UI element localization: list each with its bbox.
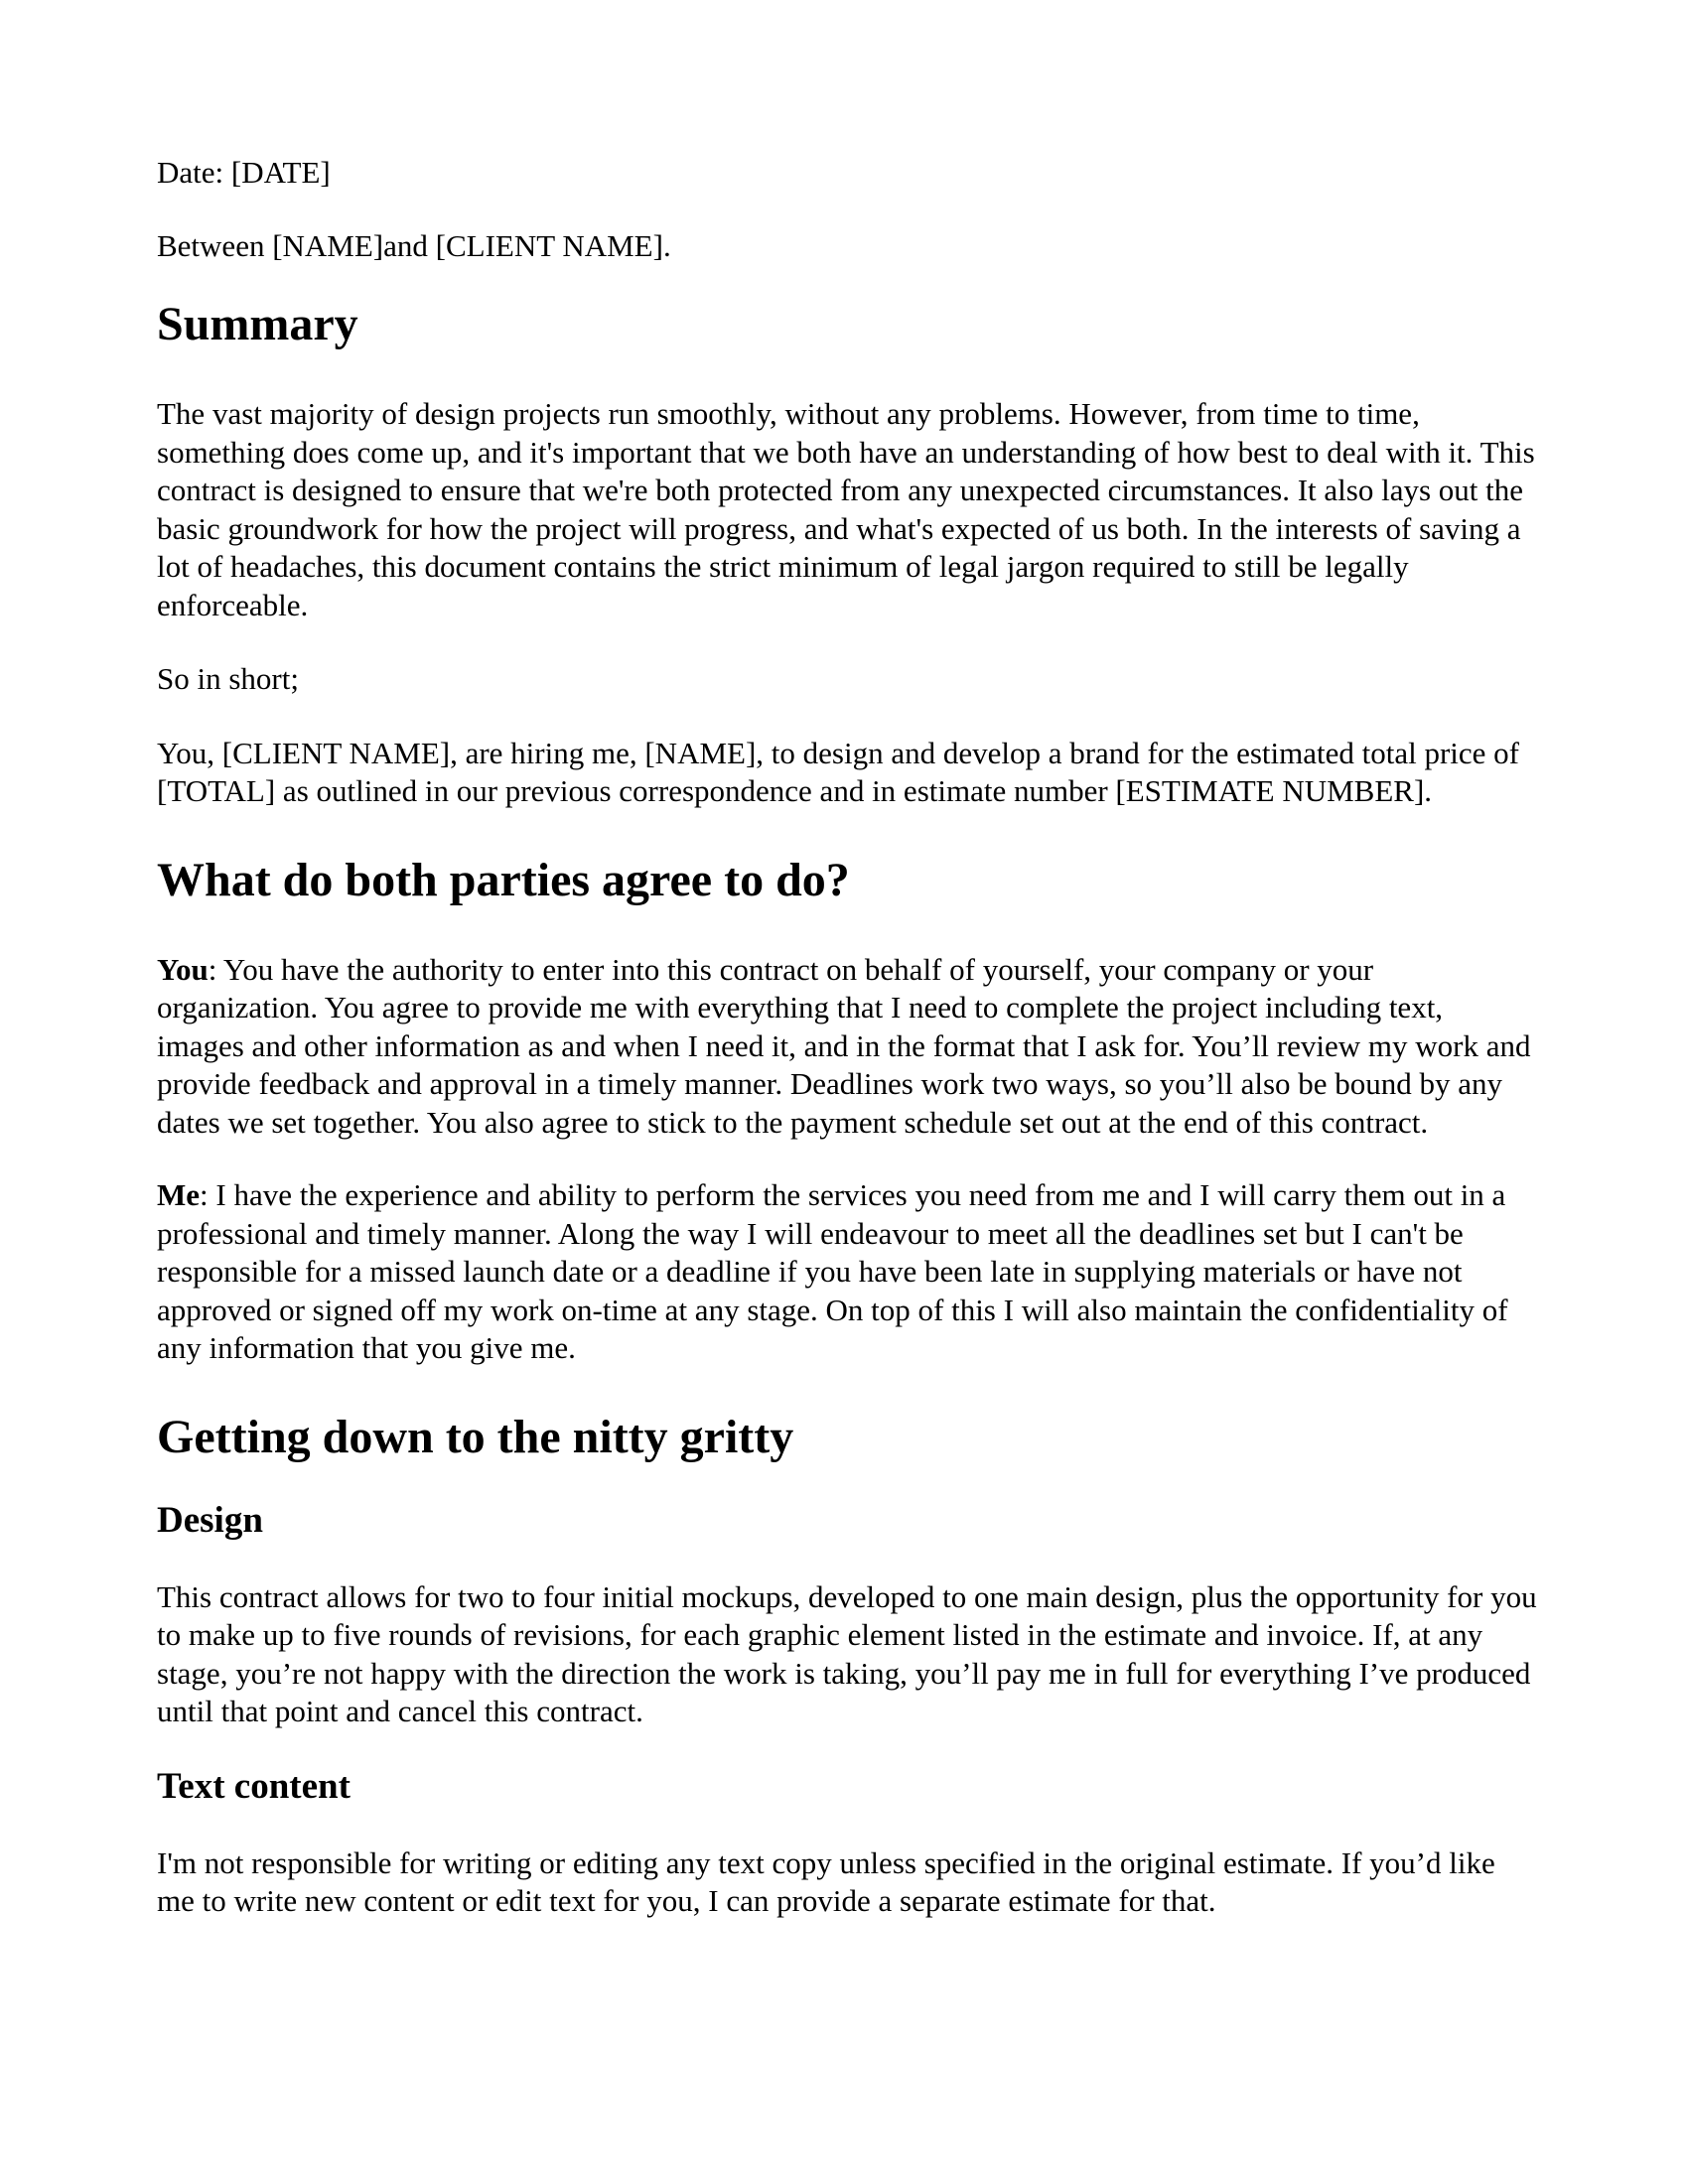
designer-label: Me bbox=[157, 1177, 201, 1212]
designer-obligations-paragraph bbox=[157, 1176, 1537, 1368]
in-short-line: So in short; bbox=[157, 661, 299, 696]
design-subheading: Design bbox=[157, 1499, 263, 1541]
design-paragraph: This contract allows for two to four initial mockups, developed to one main design, plus the opportunity for you to make up to five rounds of revisions, for each graphic element listed in the estimate and invoice. If, at any stage, you’re not happy with the direction the work is taking, you’ll pay me in full for everything I’ve produced until that point and cancel this contract. bbox=[157, 1578, 1537, 1728]
hiring-paragraph: You, [CLIENT NAME], are hiring me, [NAME], to design and develop a brand for the estimated total price of [TOTAL] as outlined in our previous correspondence and in estimate number [ESTIMATE NUMBER]. bbox=[157, 735, 1519, 808]
text-content-subheading: Text content bbox=[157, 1765, 351, 1807]
summary-heading: Summary bbox=[157, 298, 358, 350]
client-label: You bbox=[157, 951, 209, 987]
text-content-paragraph: I'm not responsible for writing or editing any text copy unless specified in the original estimate. If you’d like me to write new content or edit text for you, I can provide a separate estimate for that. bbox=[157, 1844, 1495, 1918]
nitty-gritty-heading: Getting down to the nitty gritty bbox=[157, 1410, 794, 1463]
agreement-heading: What do both parties agree to do? bbox=[157, 853, 850, 906]
parties-line: Between [NAME]and [CLIENT NAME]. bbox=[157, 227, 671, 263]
summary-paragraph: The vast majority of design projects run smoothly, without any problems. However, from time to time, something does come up, and it's important that we both have an understanding of how best to deal with it. This contract is designed to ensure that we're both protected from any unexpected circumstances. It also lays out the basic groundwork for how the project will progress, and what's expected of us both. In the interests of saving a lot of headaches, this document contains the strict minimum of legal jargon required to still be legally enforceable. bbox=[157, 396, 1535, 622]
client-obligations-paragraph bbox=[157, 951, 1537, 1143]
date-line: Date: [DATE] bbox=[157, 155, 331, 190]
document-page bbox=[157, 154, 1537, 1921]
designer-obligations-text: : I have the experience and ability to perform the services you need from me and I will carry them out in a professional and timely manner. Along the way I will endeavour to meet all the deadlines set but I can't be responsible for a missed launch date or a deadline if you have been late in supplying materials or have not approved or signed off my work on-time at any stage. On top of this I will also maintain the confidentiality of any information that you give me. bbox=[157, 1177, 1508, 1365]
client-obligations-text: : You have the authority to enter into this contract on behalf of yourself, your company or your organization. You agree to provide me with everything that I need to complete the project including text, images and other information as and when I need it, and in the format that I ask for. You’ll review my work and provide feedback and approval in a timely manner. Deadlines work two ways, so you’ll also be bound by any dates we set together. You also agree to stick to the payment schedule set out at the end of this contract. bbox=[157, 951, 1531, 1140]
